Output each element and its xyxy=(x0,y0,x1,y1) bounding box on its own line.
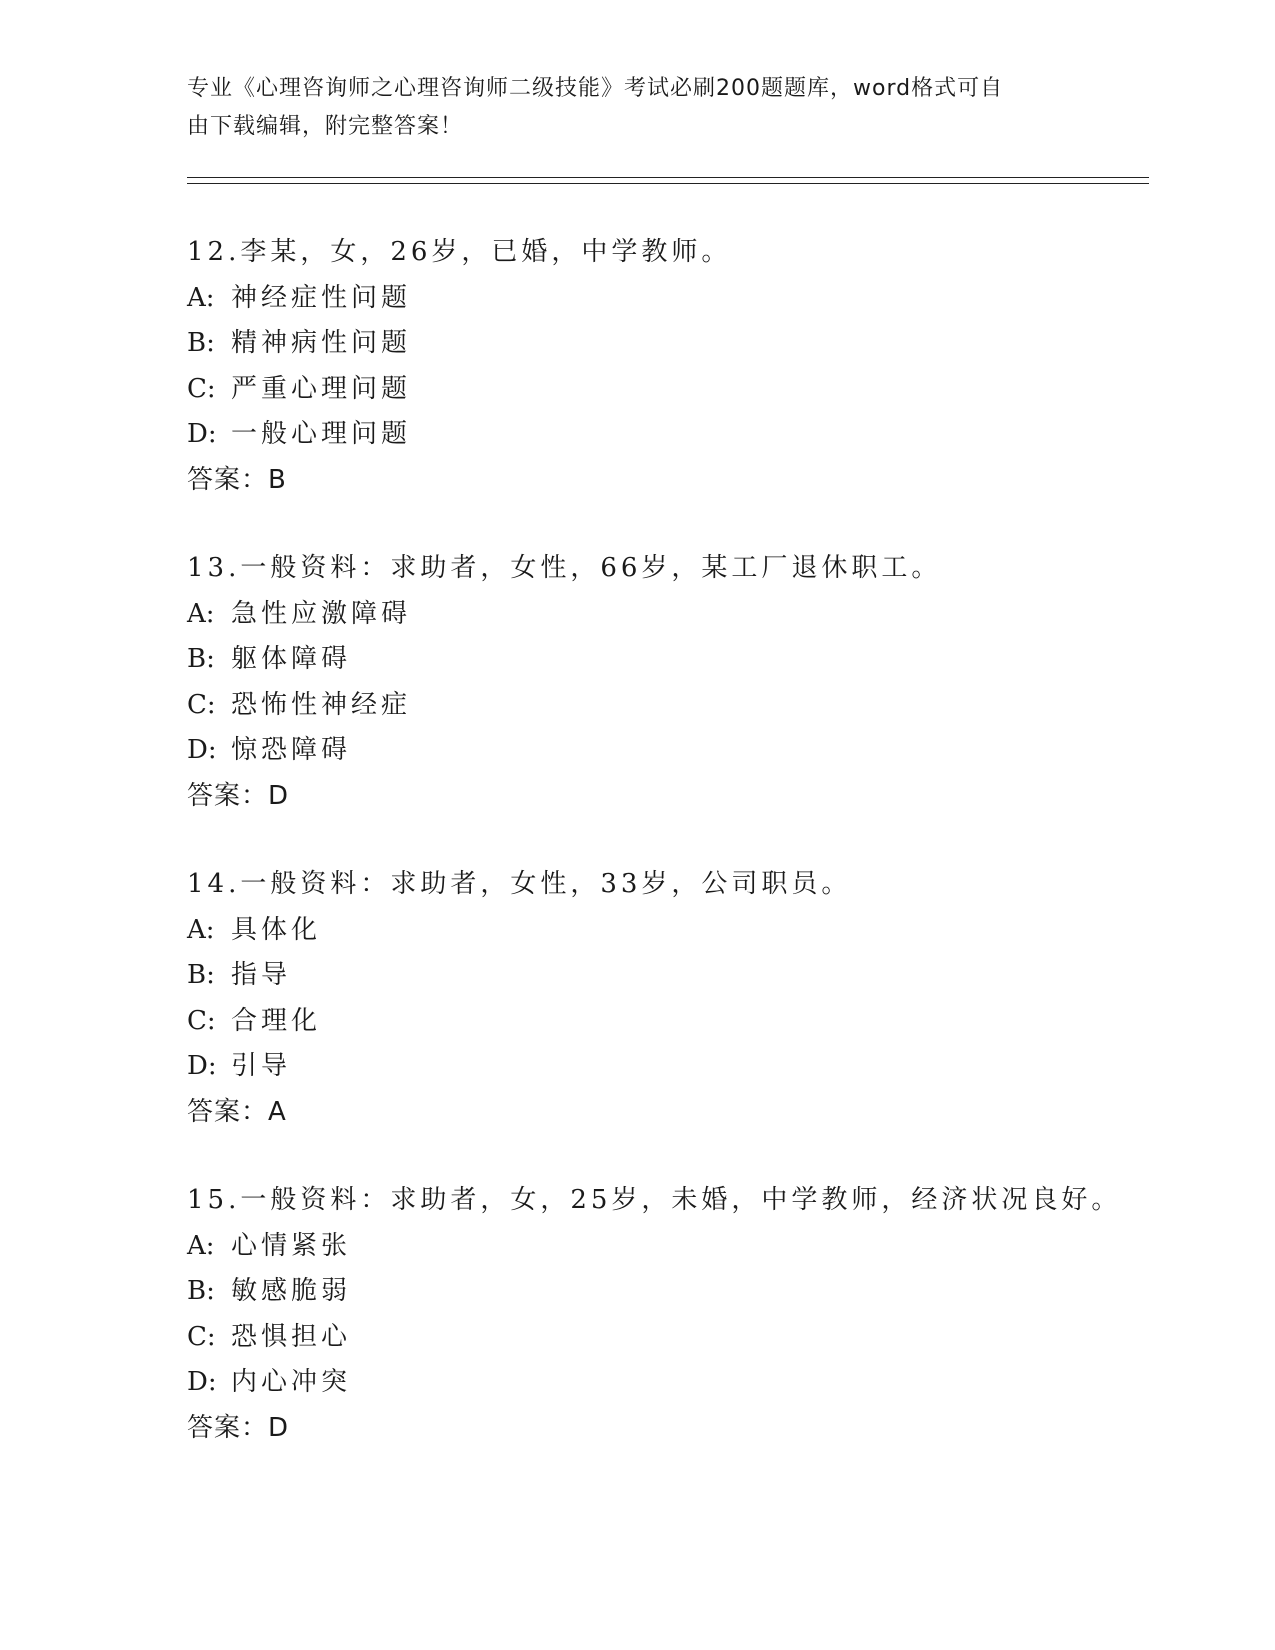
option-letter: A: xyxy=(187,914,215,945)
option-text: 严重心理问题 xyxy=(231,373,412,404)
option-d xyxy=(187,1044,1147,1090)
option-letter: C: xyxy=(187,1005,216,1036)
option-letter: B: xyxy=(187,1276,215,1306)
option-text: 指导 xyxy=(231,960,292,990)
question-12 xyxy=(187,230,1147,503)
option-text: 恐怖性神经症 xyxy=(231,689,412,720)
option-b xyxy=(187,637,1147,683)
option-letter: C: xyxy=(187,689,216,720)
option-b xyxy=(187,953,1147,999)
option-text: 急性应激障碍 xyxy=(231,598,412,629)
option-c xyxy=(187,683,1147,729)
option-text: 引导 xyxy=(231,1051,292,1081)
option-text: 合理化 xyxy=(231,1005,322,1036)
option-c xyxy=(187,367,1147,413)
option-text: 精神病性问题 xyxy=(231,328,412,358)
option-letter: B: xyxy=(187,644,215,674)
answer-line: 答案：B xyxy=(187,464,287,495)
header-divider-top xyxy=(187,177,1149,178)
option-letter: D: xyxy=(187,1051,217,1081)
question-13 xyxy=(187,546,1147,819)
option-b xyxy=(187,321,1147,367)
option-text: 躯体障碍 xyxy=(231,644,352,674)
option-letter: C: xyxy=(187,1321,216,1352)
header-divider-bottom xyxy=(187,183,1149,184)
option-letter: D: xyxy=(187,419,217,449)
option-a xyxy=(187,592,1147,638)
option-d xyxy=(187,728,1147,774)
question-stem: 13.一般资料：求助者，女性，66岁，某工厂退休职工。 xyxy=(187,553,942,583)
answer-line: 答案：D xyxy=(187,780,290,811)
option-a xyxy=(187,276,1147,322)
option-letter: A: xyxy=(187,282,215,313)
question-stem: 14.一般资料：求助者，女性，33岁，公司职员。 xyxy=(187,869,852,899)
option-text: 一般心理问题 xyxy=(231,419,412,449)
question-stem: 15.一般资料：求助者，女，25岁，未婚，中学教师，经济状况良好。 xyxy=(187,1185,1122,1215)
option-text: 内心冲突 xyxy=(231,1367,352,1397)
option-letter: D: xyxy=(187,1367,217,1397)
option-letter: A: xyxy=(187,598,215,629)
option-letter: B: xyxy=(187,960,215,990)
option-letter: A: xyxy=(187,1230,215,1261)
option-a xyxy=(187,908,1147,954)
option-a xyxy=(187,1224,1147,1270)
option-text: 惊恐障碍 xyxy=(231,735,352,765)
answer-line: 答案：D xyxy=(187,1412,290,1443)
header-line-2: 由下载编辑，附完整答案！ xyxy=(187,114,464,139)
question-14 xyxy=(187,862,1147,1135)
header-line-1: 专业《心理咨询师之心理咨询师二级技能》考试必刷200题题库，word格式可自 xyxy=(187,76,1004,101)
option-text: 敏感脆弱 xyxy=(231,1276,352,1306)
option-text: 神经症性问题 xyxy=(231,282,412,313)
document-header xyxy=(187,70,1067,146)
option-b xyxy=(187,1269,1147,1315)
option-c xyxy=(187,1315,1147,1361)
question-stem: 12.李某，女，26岁，已婚，中学教师。 xyxy=(187,237,732,267)
option-letter: B: xyxy=(187,328,215,358)
option-d xyxy=(187,412,1147,458)
option-c xyxy=(187,999,1147,1045)
option-text: 心情紧张 xyxy=(231,1230,352,1261)
option-letter: D: xyxy=(187,735,217,765)
option-letter: C: xyxy=(187,373,216,404)
option-text: 恐惧担心 xyxy=(231,1321,352,1352)
option-d xyxy=(187,1360,1147,1406)
answer-line: 答案：A xyxy=(187,1096,287,1127)
option-text: 具体化 xyxy=(231,914,322,945)
question-15 xyxy=(187,1178,1147,1451)
